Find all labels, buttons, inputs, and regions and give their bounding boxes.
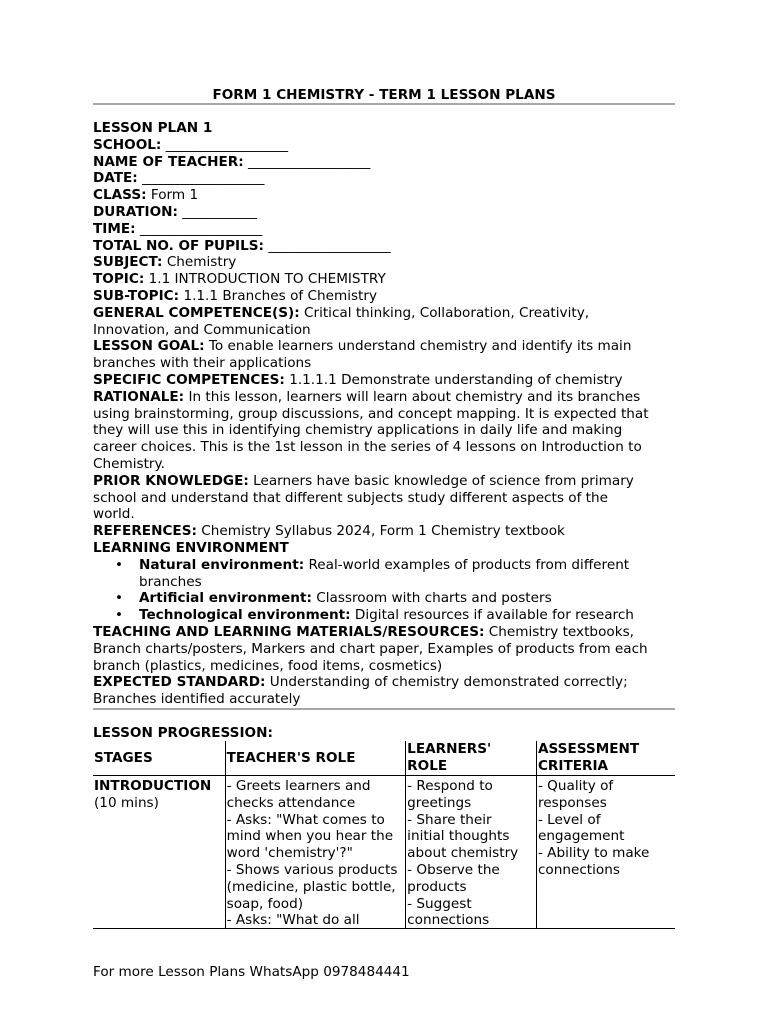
bullet-icon: • <box>115 590 124 607</box>
field-duration <box>93 204 675 221</box>
rationale <box>93 389 675 406</box>
cell-teacher-role <box>225 776 406 929</box>
cell-line: - Shows various products <box>226 861 398 878</box>
cell-line: connections <box>407 912 490 928</box>
column-header-stages: STAGES <box>93 741 225 776</box>
rationale-cont: they will use this in identifying chemistry applications in daily life and making <box>93 422 623 439</box>
header-line: LEARNERS' <box>407 741 492 757</box>
cell-line: - Asks: "What comes to <box>226 811 385 828</box>
field-school <box>93 137 675 154</box>
list-item <box>115 556 675 591</box>
section-label: LESSON GOAL: <box>93 338 205 355</box>
column-header-assessment <box>536 741 675 776</box>
field-value: __________________ <box>165 136 289 153</box>
lesson-goal-cont: branches with their applications <box>93 355 312 372</box>
cell-line: soap, food) <box>226 895 304 912</box>
item-label: Artificial environment: <box>139 590 312 607</box>
cell-line: - Asks: "What do all <box>226 912 360 928</box>
prior-knowledge-cont: world. <box>93 506 135 523</box>
column-header-learners-role <box>406 741 537 776</box>
lesson-goal <box>93 338 675 355</box>
cell-line: mind when you hear the <box>226 828 394 845</box>
lesson-progression-heading: LESSON PROGRESSION: <box>93 725 273 741</box>
field-value: Chemistry <box>166 254 237 271</box>
cell-stage <box>93 776 225 929</box>
section-text: Learners have basic knowledge of science from primary <box>253 472 634 489</box>
prior-knowledge <box>93 473 675 490</box>
field-topic <box>93 271 675 288</box>
header-line: CRITERIA <box>537 757 609 774</box>
document-title: FORM 1 CHEMISTRY - TERM 1 LESSON PLANS <box>212 87 556 103</box>
footer-contact: For more Lesson Plans WhatsApp 0978484441 <box>93 964 410 980</box>
field-class <box>93 187 675 204</box>
field-label: TIME: <box>93 220 136 237</box>
rationale-cont: using brainstorming, group discussions, and concept mapping. It is expected that <box>93 405 649 422</box>
list-item <box>115 607 675 624</box>
section-label: PRIOR KNOWLEDGE: <box>93 472 249 489</box>
cell-line: engagement <box>537 828 625 845</box>
field-label: SUB-TOPIC: <box>93 287 180 304</box>
field-value: 1.1 INTRODUCTION TO CHEMISTRY <box>148 271 386 288</box>
section-label: EXPECTED STANDARD: <box>93 674 266 691</box>
field-label: NAME OF TEACHER: <box>93 153 244 170</box>
field-label: DURATION: <box>93 203 178 220</box>
item-text: Classroom with charts and posters <box>316 590 552 607</box>
section-text: Understanding of chemistry demonstrated correctly; <box>269 674 628 691</box>
cell-line: - Ability to make <box>537 845 650 862</box>
learning-environment-list <box>93 557 675 624</box>
item-text-cont: branches <box>139 573 202 590</box>
general-competence <box>93 305 675 322</box>
item-label: Natural environment: <box>139 556 305 573</box>
section-label: REFERENCES: <box>93 523 197 540</box>
materials-cont: Branch charts/posters, Markers and chart paper, Examples of products from each <box>93 640 648 657</box>
cell-line: - Greets learners and <box>226 778 371 794</box>
cell-line: about chemistry <box>407 845 519 862</box>
references <box>93 523 675 540</box>
section-text: To enable learners understand chemistry and identify its main <box>208 338 632 355</box>
column-header-teacher-role: TEACHER'S ROLE <box>225 741 406 776</box>
field-value: __________________ <box>142 170 265 187</box>
field-sub-topic <box>93 288 675 305</box>
field-value: __________________ <box>139 220 263 237</box>
field-label: TOTAL NO. OF PUPILS: <box>93 237 264 254</box>
item-label: Technological environment: <box>139 607 351 624</box>
specific-competences <box>93 372 675 389</box>
expected-standard-cont: Branches identified accurately <box>93 691 301 708</box>
field-date <box>93 170 675 187</box>
field-label: DATE: <box>93 170 138 187</box>
rationale-cont: Chemistry. <box>93 455 165 472</box>
field-teacher-name <box>93 154 675 171</box>
cell-line: greetings <box>407 794 472 811</box>
section-divider <box>93 708 675 710</box>
header-line: ASSESSMENT <box>537 741 640 757</box>
stage-name: INTRODUCTION <box>94 778 212 794</box>
title-divider <box>93 103 675 105</box>
cell-line: products <box>407 878 467 895</box>
lesson-plan-heading: LESSON PLAN 1 <box>93 120 213 136</box>
section-text: Chemistry Syllabus 2024, Form 1 Chemistry textbook <box>201 523 565 540</box>
cell-line: - Suggest <box>407 895 472 912</box>
item-text: Digital resources if available for research <box>354 607 634 624</box>
field-total-pupils <box>93 238 675 255</box>
field-value: Form 1 <box>150 187 199 204</box>
cell-line: checks attendance <box>226 794 356 811</box>
cell-line: - Quality of <box>537 778 614 794</box>
field-value: __________________ <box>247 153 371 170</box>
expected-standard <box>93 674 675 691</box>
field-label: SUBJECT: <box>93 254 163 271</box>
list-item <box>115 590 675 607</box>
cell-line: (medicine, plastic bottle, <box>226 878 396 895</box>
field-time <box>93 221 675 238</box>
cell-line: responses <box>537 794 607 811</box>
bullet-icon: • <box>115 556 124 573</box>
cell-line: - Observe the <box>407 861 500 878</box>
table-header-row <box>93 741 675 776</box>
section-text: Chemistry textbooks, <box>488 623 634 640</box>
cell-line: - Share their <box>407 811 492 828</box>
field-label: CLASS: <box>93 187 147 204</box>
prior-knowledge-cont: school and understand that different subjects study different aspects of the <box>93 489 608 506</box>
lesson-plan-details <box>93 120 675 708</box>
section-label: TEACHING AND LEARNING MATERIALS/RESOURCES: <box>93 623 485 640</box>
section-text: Critical thinking, Collaboration, Creativity, <box>303 304 590 321</box>
stage-time: (10 mins) <box>94 794 159 811</box>
cell-learners-role <box>406 776 537 929</box>
section-label: SPECIFIC COMPETENCES: <box>93 371 285 388</box>
materials <box>93 624 675 641</box>
lesson-progression-table <box>93 741 675 929</box>
field-value: 1.1.1 Branches of Chemistry <box>183 287 378 304</box>
materials-cont: branch (plastics, medicines, food items, cosmetics) <box>93 657 443 674</box>
rationale-cont: career choices. This is the 1st lesson in the series of 4 lessons on Introduction to <box>93 439 642 456</box>
bullet-icon: • <box>115 607 124 624</box>
cell-assessment <box>536 776 675 929</box>
field-subject <box>93 254 675 271</box>
header-line: ROLE <box>407 757 448 774</box>
field-label: TOPIC: <box>93 271 145 288</box>
cell-line: connections <box>537 861 620 878</box>
field-label: SCHOOL: <box>93 136 162 153</box>
section-text: In this lesson, learners will learn about chemistry and its branches <box>188 388 641 405</box>
section-text: 1.1.1.1 Demonstrate understanding of chemistry <box>289 371 623 388</box>
general-competence-cont: Innovation, and Communication <box>93 321 311 338</box>
cell-line: word 'chemistry'?" <box>226 845 353 862</box>
item-text: Real-world examples of products from different <box>308 556 630 573</box>
learning-environment-heading: LEARNING ENVIRONMENT <box>93 539 289 556</box>
field-value: __________________ <box>268 237 391 254</box>
cell-line: - Level of <box>537 811 601 828</box>
cell-line: initial thoughts <box>407 828 510 845</box>
section-label: RATIONALE: <box>93 388 185 405</box>
field-value: ___________ <box>182 203 258 220</box>
section-label: GENERAL COMPETENCE(S): <box>93 304 300 321</box>
cell-line: - Respond to <box>407 778 493 794</box>
table-row <box>93 776 675 929</box>
